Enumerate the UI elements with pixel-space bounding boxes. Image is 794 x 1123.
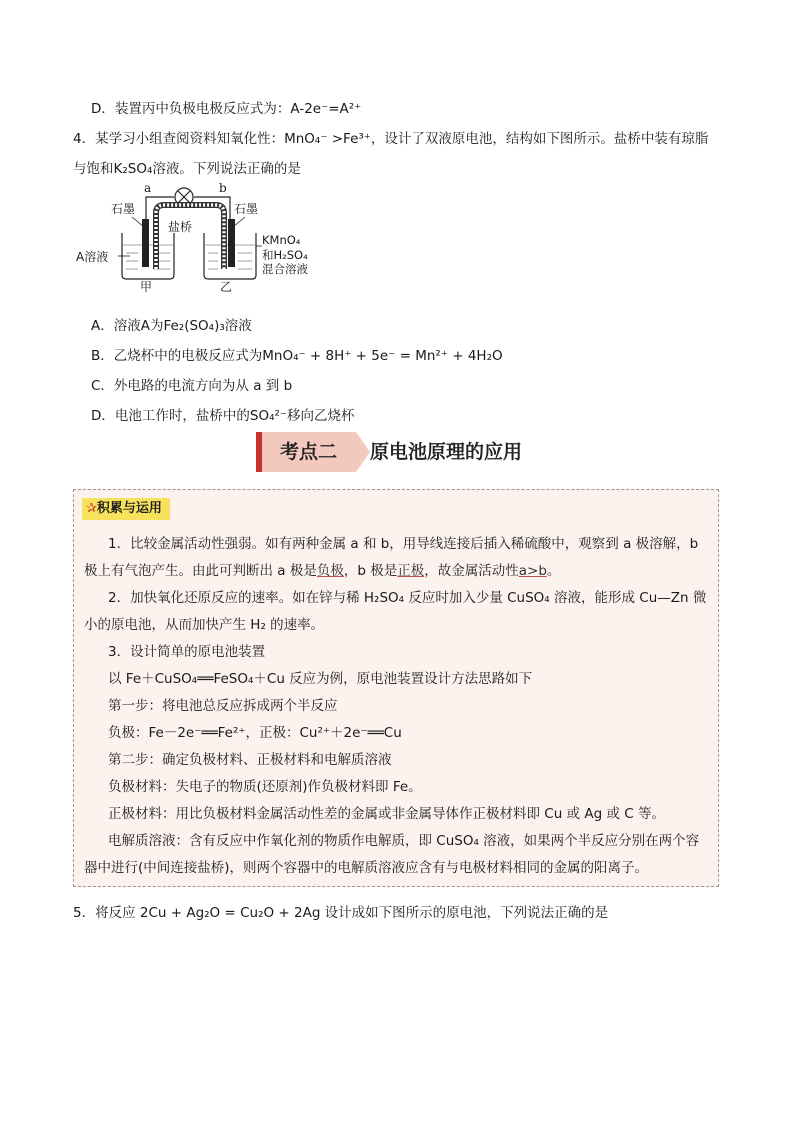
- q4-stem-line2: 与饱和K₂SO₄溶液。下列说法正确的是: [73, 161, 301, 177]
- beaker-yi-label: 乙: [220, 280, 233, 294]
- section-tag: 考点二: [256, 432, 356, 472]
- section-banner: [256, 432, 546, 472]
- h2so4-label: 和H₂SO₄: [262, 248, 308, 262]
- box-p4: 以 Fe＋CuSO₄══FeSO₄＋Cu 反应为例，原电池装置设计方法思路如下: [108, 671, 533, 687]
- q4-option-b: B．乙烧杯中的电极反应式为MnO₄⁻ + 8H⁺ + 5e⁻ = Mn²⁺ + 4H₂O: [91, 348, 503, 364]
- box-p8: 负极材料：失电子的物质(还原剂)作负极材料即 Fe。: [108, 779, 422, 795]
- section-title: 原电池原理的应用: [370, 441, 523, 463]
- graphite-right-label: 石墨: [234, 202, 259, 216]
- beaker-jia-label: 甲: [140, 280, 153, 294]
- q4-option-c: C．外电路的电流方向为从 a 到 b: [91, 378, 293, 394]
- q5-stem: 5．将反应 2Cu + Ag₂O = Cu₂O + 2Ag 设计成如下图所示的原电池，下列说法正确的是: [73, 905, 609, 921]
- star-icon: ✰: [86, 501, 97, 516]
- label-a: a: [144, 181, 152, 195]
- graphite-left-label: 石墨: [111, 202, 136, 216]
- salt-bridge-label: 盐桥: [168, 220, 193, 234]
- box-p10-line1: 电解质溶液：含有反应中作氧化剂的物质作电解质，即 CuSO₄ 溶液，如果两个半反应分别在两个容: [108, 833, 700, 849]
- answer-order: a>b: [518, 563, 547, 579]
- solution-a-label: A溶液: [76, 250, 109, 264]
- box-p9: 正极材料：用比负极材料金属活动性差的金属或非金属导体作正极材料即 Cu 或 Ag 或 C 等。: [108, 806, 665, 822]
- knowledge-badge: ✰积累与运用: [82, 498, 170, 520]
- box-p2-line2: 小的原电池，从而加快产生 H₂ 的速率。: [84, 617, 325, 633]
- box-p5: 第一步：将电池总反应拆成两个半反应: [108, 698, 338, 714]
- q4-option-d: D．电池工作时，盐桥中的SO₄²⁻移向乙烧杯: [91, 408, 355, 424]
- kmno4-label: KMnO₄: [262, 233, 301, 247]
- mixed-solution-label: 混合溶液: [262, 262, 308, 276]
- answer-positive: 正极: [397, 563, 425, 579]
- q4-stem-line1: 4．某学习小组查阅资料知氧化性：MnO₄⁻ >Fe³⁺，设计了双液原电池，结构如下图所示。盐桥中装有琼脂: [73, 131, 709, 147]
- box-p7: 第二步：确定负极材料、正极材料和电解质溶液: [108, 752, 392, 768]
- box-p1-line2: 极上有气泡产生。由此可判断出 a 极是负极，b 极是正极，故金属活动性a>b。: [84, 563, 561, 579]
- box-p10-line2: 器中进行(中间连接盐桥)，则两个容器中的电解质溶液应含有与电极材料相同的金属的阳离子。: [84, 860, 649, 876]
- label-b: b: [219, 181, 227, 195]
- q4-option-a: A．溶液A为Fe₂(SO₄)₃溶液: [91, 318, 252, 334]
- answer-negative: 负极: [316, 563, 344, 579]
- box-p3: 3．设计简单的原电池装置: [108, 644, 266, 660]
- knowledge-box: [73, 489, 719, 887]
- box-p1-line1: 1．比较金属活动性强弱。如有两种金属 a 和 b，用导线连接后插入稀硫酸中，观察到 a 极溶解，b: [108, 536, 699, 552]
- box-p6: 负极：Fe－2e⁻══Fe²⁺，正极：Cu²⁺＋2e⁻══Cu: [108, 725, 402, 741]
- q3-option-d: D．装置丙中负极电极反应式为：A-2e⁻=A²⁺: [91, 101, 362, 117]
- box-p2-line1: 2．加快氧化还原反应的速率。如在锌与稀 H₂SO₄ 反应时加入少量 CuSO₄ 溶液，能形成 Cu—Zn 微: [108, 590, 707, 606]
